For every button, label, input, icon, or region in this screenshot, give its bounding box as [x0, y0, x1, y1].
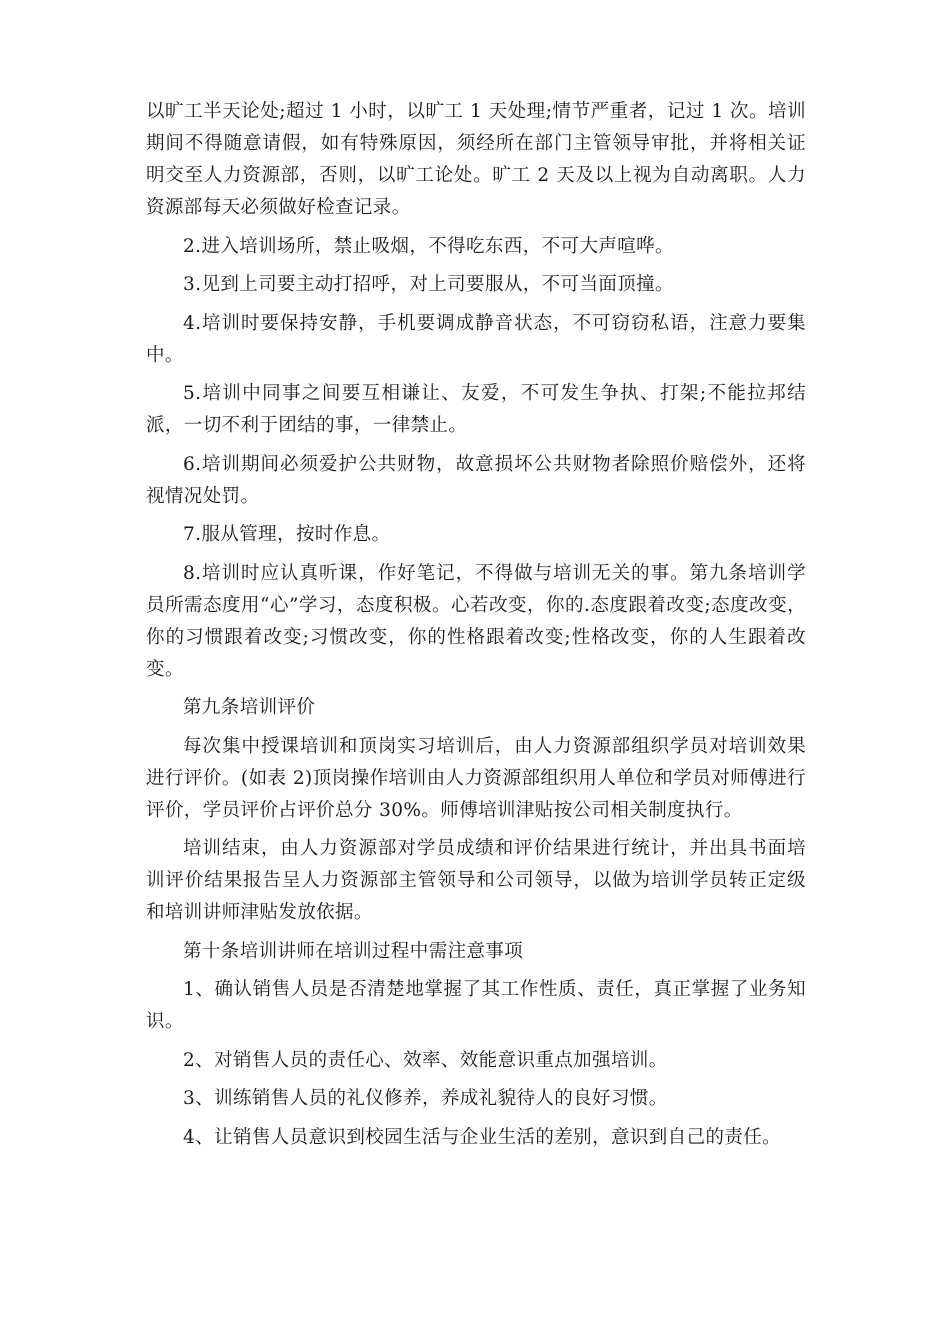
- list-item-3: 3、训练销售人员的礼仪修养，养成礼貌待人的良好习惯。: [183, 1088, 668, 1109]
- paragraph-rule-6: 6.培训期间必须爱护公共财物，故意损坏公共财物者除照价赔偿外，还将视情况处罚。: [146, 453, 806, 507]
- paragraph-rule-4: 4.培训时要保持安静，手机要调成静音状态，不可窃窃私语，注意力要集中。: [146, 312, 806, 366]
- paragraph-evaluation: 每次集中授课培训和顶岗实习培训后，由人力资源部组织学员对培训效果进行评价。(如表 2)顶岗操作培训由人力资源部组织用人单位和学员对师傅进行评价，学员评价占评价总分 30%。师傅培训津贴按公司相关制度执行。: [146, 735, 806, 821]
- paragraph-rule-3: 3.见到上司要主动打招呼，对上司要服从，不可当面顶撞。: [183, 274, 674, 295]
- document-body: [146, 96, 806, 1160]
- paragraph-rule-5: 5.培训中同事之间要互相谦让、友爱，不可发生争执、打架;不能拉邦结派，一切不利于团结的事，一律禁止。: [146, 383, 806, 436]
- paragraph-rule-2: 2.进入培训场所，禁止吸烟，不得吃东西，不可大声喧哗。: [183, 235, 674, 257]
- paragraph-rule-8: 8.培训时应认真听课，作好笔记，不得做与培训无关的事。第九条培训学员所需态度用“心”学习，态度积极。心若改变，你的.态度跟着改变;态度改变，你的习惯跟着改变;习惯改变，你的性格跟着改变;性格改变，你的人生跟着改变。: [146, 562, 806, 680]
- paragraph-absence-rules: 以旷工半天论处;超过 1 小时，以旷工 1 天处理;情节严重者，记过 1 次。培训期间不得随意请假，如有特殊原因，须经所在部门主管领导审批，并将相关证明交至人力资源部，否则，以旷工论处。旷工 2 天及以上视为自动离职。人力资源部每天必须做好检查记录。: [146, 101, 806, 218]
- list-item-4: 4、让销售人员意识到校园生活与企业生活的差别，意识到自己的责任。: [183, 1126, 782, 1148]
- section-heading-article-10: 第十条培训讲师在培训过程中需注意事项: [183, 940, 524, 962]
- section-heading-article-9: 第九条培训评价: [183, 697, 316, 718]
- list-item-1: 1、确认销售人员是否清楚地掌握了其工作性质、责任，真正掌握了业务知识。: [146, 979, 806, 1032]
- paragraph-rule-7: 7.服从管理，按时作息。: [183, 524, 391, 545]
- list-item-2: 2、对销售人员的责任心、效率、效能意识重点加强培训。: [183, 1049, 668, 1071]
- paragraph-evaluation-result: 培训结束，由人力资源部对学员成绩和评价结果进行统计，并出具书面培训评价结果报告呈人力资源部主管领导和公司领导，以做为培训学员转正定级和培训讲师津贴发放依据。: [146, 838, 806, 923]
